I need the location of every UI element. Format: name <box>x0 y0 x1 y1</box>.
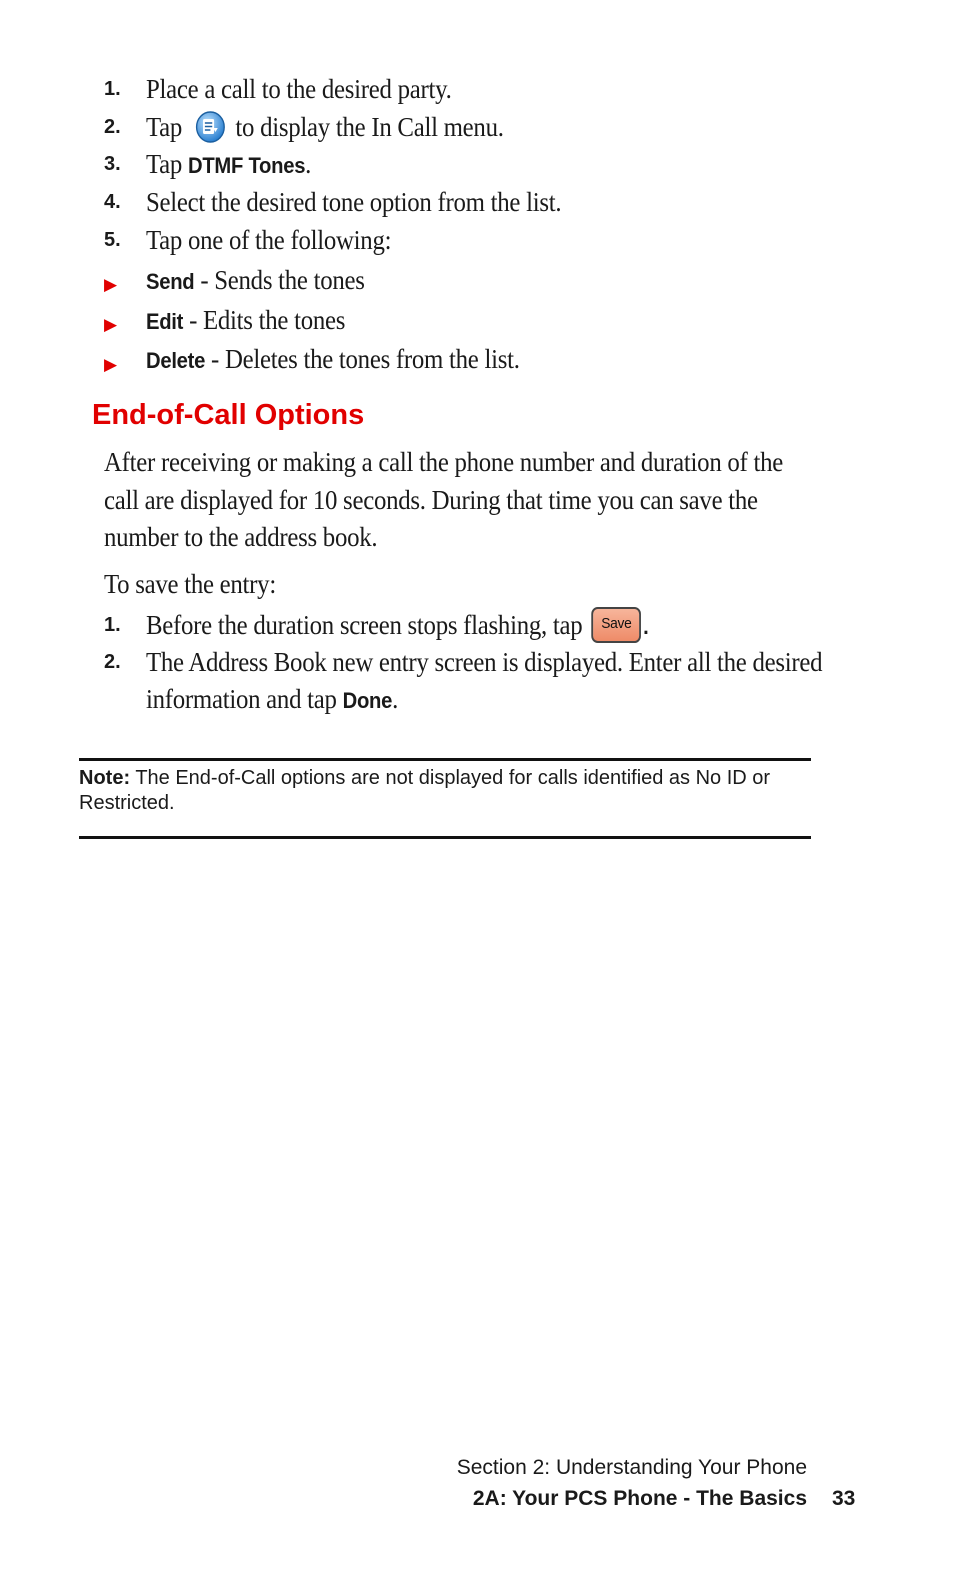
step-number: 3. <box>104 153 121 175</box>
dtmf-tones-label: DTMF Tones <box>188 153 306 178</box>
step-text: Tap <box>146 149 183 179</box>
option-text: - Sends the tones <box>200 265 365 295</box>
step-text-post: . <box>643 614 649 639</box>
section-paragraph: After receiving or making a call the phone number and duration of the call are displayed for 10 seconds. During that time you can save the number to the address book. <box>104 447 783 552</box>
step-text: Tap <box>146 112 183 142</box>
option-text: - Deletes the tones from the list. <box>211 344 520 374</box>
bullet-arrow-icon: ▶ <box>104 355 118 375</box>
step-text-post: . <box>305 149 312 179</box>
note <box>79 766 779 816</box>
footer-chapter: 2A: Your PCS Phone - The Basics <box>472 1487 807 1510</box>
save-button[interactable]: Save <box>592 607 642 643</box>
step-number: 5. <box>104 229 121 251</box>
note-bottom-rule <box>79 836 811 839</box>
step-text: Tap one of the following: <box>146 225 392 255</box>
option-label: Send <box>146 269 195 294</box>
note-text: The End-of-Call options are not displayed for calls identified as No ID or Restricted. <box>79 767 771 814</box>
save-intro: To save the entry: <box>104 569 276 599</box>
step-number: 1. <box>104 78 121 100</box>
step-number: 1. <box>104 614 121 636</box>
step-text: The Address Book new entry screen is displayed. Enter all the desired <box>146 647 823 677</box>
bullet-arrow-icon: ▶ <box>104 315 118 335</box>
option-label: Edit <box>146 309 184 334</box>
step-number: 4. <box>104 191 121 213</box>
bullet-arrow-icon: ▶ <box>104 275 118 295</box>
in-call-menu-icon[interactable] <box>195 110 226 144</box>
step-number: 2. <box>104 651 121 673</box>
option-label: Delete <box>146 348 206 373</box>
step-text: information and tap <box>146 684 337 714</box>
section-heading: End-of-Call Options <box>92 399 365 431</box>
step-text: Select the desired tone option from the list. <box>146 187 562 217</box>
footer-section: Section 2: Understanding Your Phone <box>456 1456 807 1479</box>
note-label: Note: <box>79 767 131 789</box>
step-text: Before the duration screen stops flashing, tap <box>146 610 583 640</box>
step-text: Place a call to the desired party. <box>146 74 452 104</box>
done-label: Done <box>342 688 393 713</box>
step-text-post: . <box>392 684 399 714</box>
note-top-rule <box>79 758 811 761</box>
step-number: 2. <box>104 116 121 138</box>
option-text: - Edits the tones <box>189 305 346 335</box>
step-text-post: to display the In Call menu. <box>235 112 504 142</box>
page-number: 33 <box>832 1487 856 1510</box>
